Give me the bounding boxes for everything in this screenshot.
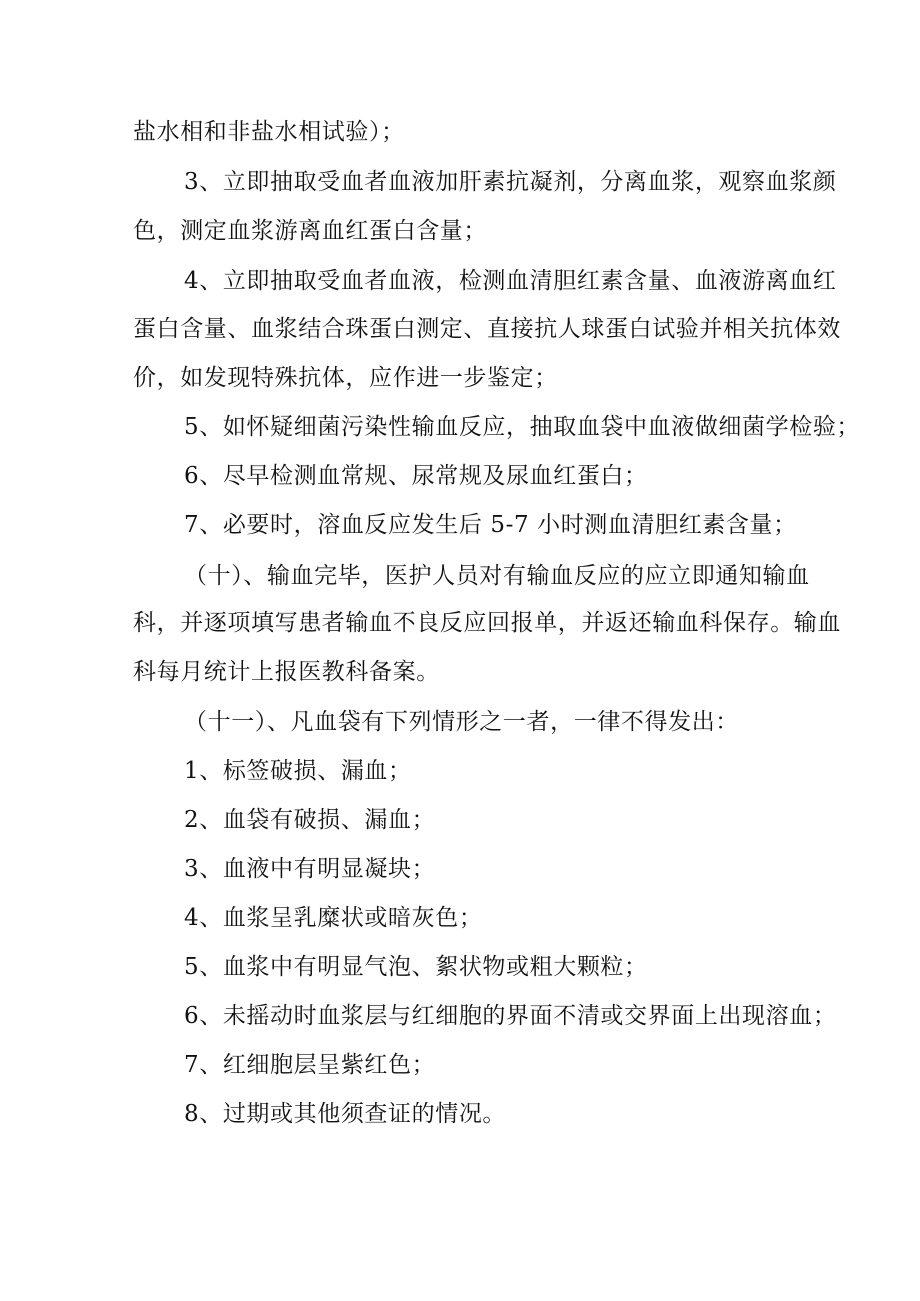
text-line: 7、红细胞层呈紫红色； <box>184 1052 436 1078</box>
text-line: 科每月统计上报医教科备案。 <box>133 659 440 685</box>
text-line: 1、标签破损、漏血； <box>184 758 412 784</box>
text-line: 3、血液中有明显凝块； <box>184 856 436 882</box>
text-line: 6、未摇动时血浆层与红细胞的界面不清或交界面上出现溶血； <box>184 1003 837 1029</box>
text-line: 6、尽早检测血常规、尿常规及尿血红蛋白； <box>184 463 648 489</box>
text-line: 色，测定血浆游离血红蛋白含量； <box>133 218 487 244</box>
text-line: 盐水相和非盐水相试验）； <box>133 119 405 145</box>
text-line: 价，如发现特殊抗体，应作进一步鉴定； <box>133 365 558 391</box>
text-line: 蛋白含量、血浆结合珠蛋白测定、直接抗人球蛋白试验并相关抗体效 <box>133 316 841 342</box>
text-line: 5、如怀疑细菌污染性输血反应，抽取血袋中血液做细菌学检验； <box>184 414 861 440</box>
text-line: （十一）、凡血袋有下列情形之一者，一律不得发出： <box>184 709 739 735</box>
text-line: （十）、输血完毕，医护人员对有输血反应的应立即通知输血 <box>184 563 810 589</box>
text-line: 科，并逐项填写患者输血不良反应回报单，并返还输血科保存。输血 <box>133 610 841 636</box>
text-line: 4、立即抽取受血者血液，检测血清胆红素含量、血液游离血红 <box>184 268 837 294</box>
text-line: 3、立即抽取受血者血液加肝素抗凝剂，分离血浆，观察血浆颜 <box>184 169 837 195</box>
text-line: 8、过期或其他须查证的情况。 <box>184 1101 507 1127</box>
text-line: 2、血袋有破损、漏血； <box>184 807 436 833</box>
text-line: 5、血浆中有明显气泡、絮状物或粗大颗粒； <box>184 954 648 980</box>
text-line: 7、必要时，溶血反应发生后 5-7 小时测血清胆红素含量； <box>184 512 797 538</box>
text-line: 4、血浆呈乳糜状或暗灰色； <box>184 905 483 931</box>
